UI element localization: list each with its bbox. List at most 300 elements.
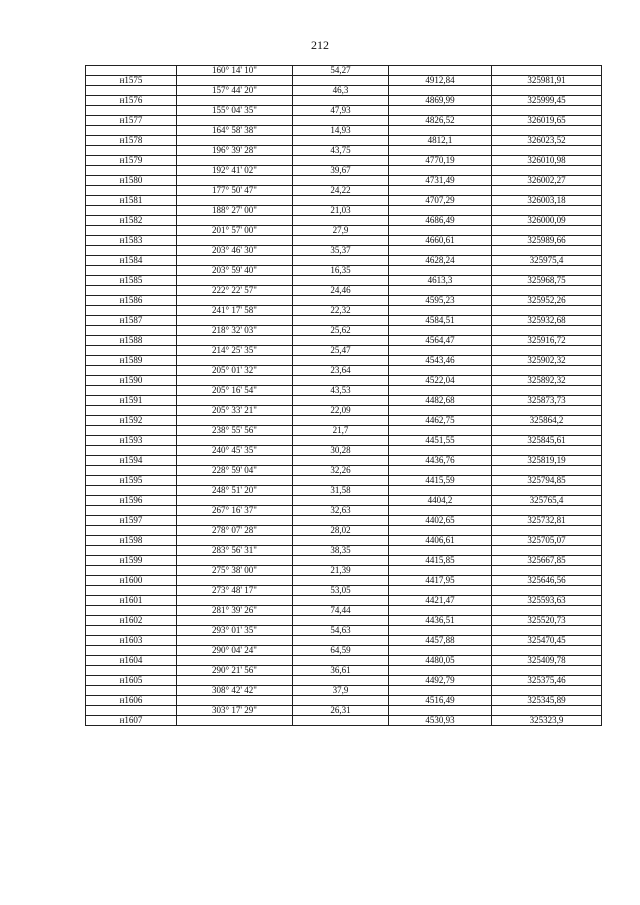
segment-row: [86, 126, 602, 136]
x-coordinate-cell: 4530,93: [389, 716, 492, 726]
y-coordinate-cell: 325902,32: [492, 356, 602, 366]
point-row: [86, 76, 602, 86]
point-row: [86, 296, 602, 306]
x-coordinate-cell: 4480,05: [389, 656, 492, 666]
point-cell-empty: [86, 66, 177, 76]
distance-cell-empty: [293, 376, 389, 386]
distance-cell: 21,39: [293, 566, 389, 576]
x-coordinate-cell: 4451,55: [389, 436, 492, 446]
x-coordinate-cell: 4522,04: [389, 376, 492, 386]
x-cell-empty: [389, 446, 492, 456]
y-cell-empty: [492, 326, 602, 336]
table-body: [86, 66, 602, 726]
y-coordinate-cell: 325345,89: [492, 696, 602, 706]
x-cell-empty: [389, 606, 492, 616]
distance-cell-empty: [293, 716, 389, 726]
y-coordinate-cell: 325916,72: [492, 336, 602, 346]
point-row: [86, 476, 602, 486]
point-cell-empty: [86, 386, 177, 396]
x-cell-empty: [389, 646, 492, 656]
point-cell-empty: [86, 266, 177, 276]
segment-row: [86, 386, 602, 396]
point-cell-empty: [86, 666, 177, 676]
y-coordinate-cell: 325952,26: [492, 296, 602, 306]
point-name-cell: н1597: [86, 516, 177, 526]
angle-cell-empty: [177, 76, 293, 86]
point-row: [86, 156, 602, 166]
x-cell-empty: [389, 246, 492, 256]
distance-cell: 27,9: [293, 226, 389, 236]
direction-angle-cell: 203° 59' 40": [177, 266, 293, 276]
direction-angle-cell: 303° 17' 29": [177, 706, 293, 716]
distance-cell-empty: [293, 536, 389, 546]
point-name-cell: н1600: [86, 576, 177, 586]
distance-cell: 23,64: [293, 366, 389, 376]
x-coordinate-cell: 4584,51: [389, 316, 492, 326]
x-cell-empty: [389, 226, 492, 236]
point-cell-empty: [86, 146, 177, 156]
y-coordinate-cell: 325646,56: [492, 576, 602, 586]
distance-cell: 43,75: [293, 146, 389, 156]
point-cell-empty: [86, 546, 177, 556]
angle-cell-empty: [177, 516, 293, 526]
y-cell-empty: [492, 646, 602, 656]
distance-cell-empty: [293, 256, 389, 266]
distance-cell: 25,62: [293, 326, 389, 336]
point-name-cell: н1606: [86, 696, 177, 706]
point-name-cell: н1601: [86, 596, 177, 606]
y-cell-empty: [492, 526, 602, 536]
y-cell-empty: [492, 386, 602, 396]
y-cell-empty: [492, 286, 602, 296]
distance-cell-empty: [293, 576, 389, 586]
point-name-cell: н1602: [86, 616, 177, 626]
x-cell-empty: [389, 86, 492, 96]
y-cell-empty: [492, 106, 602, 116]
segment-row: [86, 486, 602, 496]
distance-cell-empty: [293, 676, 389, 686]
y-cell-empty: [492, 226, 602, 236]
y-coordinate-cell: 326003,18: [492, 196, 602, 206]
distance-cell: 24,46: [293, 286, 389, 296]
y-coordinate-cell: 326000,09: [492, 216, 602, 226]
y-cell-empty: [492, 186, 602, 196]
y-cell-empty: [492, 306, 602, 316]
direction-angle-cell: 240° 45' 35": [177, 446, 293, 456]
x-cell-empty: [389, 346, 492, 356]
segment-row: [86, 246, 602, 256]
x-cell-empty: [389, 406, 492, 416]
x-coordinate-cell: 4462,75: [389, 416, 492, 426]
point-row: [86, 216, 602, 226]
direction-angle-cell: 192° 41' 02": [177, 166, 293, 176]
y-coordinate-cell: 325845,61: [492, 436, 602, 446]
point-name-cell: н1607: [86, 716, 177, 726]
segment-row: [86, 286, 602, 296]
x-cell-empty: [389, 566, 492, 576]
point-cell-empty: [86, 486, 177, 496]
distance-cell-empty: [293, 596, 389, 606]
point-row: [86, 536, 602, 546]
distance-cell-empty: [293, 696, 389, 706]
point-row: [86, 136, 602, 146]
x-coordinate-cell: 4564,47: [389, 336, 492, 346]
y-cell-empty: [492, 546, 602, 556]
distance-cell-empty: [293, 356, 389, 366]
direction-angle-cell: 283° 56' 31": [177, 546, 293, 556]
y-coordinate-cell: 325323,9: [492, 716, 602, 726]
y-coordinate-cell: 325819,19: [492, 456, 602, 466]
y-cell-empty: [492, 426, 602, 436]
point-cell-empty: [86, 246, 177, 256]
point-cell-empty: [86, 106, 177, 116]
point-cell-empty: [86, 586, 177, 596]
x-coordinate-cell: 4415,85: [389, 556, 492, 566]
distance-cell-empty: [293, 276, 389, 286]
angle-cell-empty: [177, 576, 293, 586]
angle-cell-empty: [177, 556, 293, 566]
direction-angle-cell: 273° 48' 17": [177, 586, 293, 596]
y-cell-empty: [492, 666, 602, 676]
angle-cell-empty: [177, 476, 293, 486]
direction-angle-cell: 238° 55' 56": [177, 426, 293, 436]
point-name-cell: н1603: [86, 636, 177, 646]
y-cell-empty: [492, 586, 602, 596]
distance-cell: 38,35: [293, 546, 389, 556]
angle-cell-empty: [177, 216, 293, 226]
direction-angle-cell: 290° 21' 56": [177, 666, 293, 676]
distance-cell-empty: [293, 316, 389, 326]
x-cell-empty: [389, 666, 492, 676]
x-coordinate-cell: 4826,52: [389, 116, 492, 126]
point-name-cell: н1605: [86, 676, 177, 686]
y-coordinate-cell: 326019,65: [492, 116, 602, 126]
page-number: 212: [311, 38, 329, 52]
x-cell-empty: [389, 146, 492, 156]
point-cell-empty: [86, 566, 177, 576]
point-row: [86, 376, 602, 386]
point-name-cell: н1584: [86, 256, 177, 266]
point-row: [86, 256, 602, 266]
x-coordinate-cell: 4628,24: [389, 256, 492, 266]
point-row: [86, 276, 602, 286]
point-cell-empty: [86, 306, 177, 316]
y-coordinate-cell: 325375,46: [492, 676, 602, 686]
distance-cell-empty: [293, 496, 389, 506]
angle-cell-empty: [177, 236, 293, 246]
x-cell-empty: [389, 506, 492, 516]
x-coordinate-cell: 4595,23: [389, 296, 492, 306]
distance-cell: 22,32: [293, 306, 389, 316]
point-name-cell: н1586: [86, 296, 177, 306]
y-cell-empty: [492, 206, 602, 216]
point-cell-empty: [86, 506, 177, 516]
segment-row: [86, 366, 602, 376]
x-coordinate-cell: 4731,49: [389, 176, 492, 186]
x-coordinate-cell: 4613,3: [389, 276, 492, 286]
x-coordinate-cell: 4415,59: [389, 476, 492, 486]
distance-cell: 28,02: [293, 526, 389, 536]
point-name-cell: н1591: [86, 396, 177, 406]
direction-angle-cell: 293° 01' 35": [177, 626, 293, 636]
x-cell-empty: [389, 106, 492, 116]
distance-cell-empty: [293, 136, 389, 146]
segment-row: [86, 606, 602, 616]
distance-cell: 54,27: [293, 66, 389, 76]
distance-cell: 35,37: [293, 246, 389, 256]
distance-cell-empty: [293, 96, 389, 106]
segment-row: [86, 446, 602, 456]
segment-row: [86, 86, 602, 96]
distance-cell-empty: [293, 556, 389, 566]
direction-angle-cell: 164° 58' 38": [177, 126, 293, 136]
y-coordinate-cell: 325765,4: [492, 496, 602, 506]
point-row: [86, 576, 602, 586]
direction-angle-cell: 201° 57' 00": [177, 226, 293, 236]
point-name-cell: н1576: [86, 96, 177, 106]
segment-row: [86, 306, 602, 316]
x-coordinate-cell: 4660,61: [389, 236, 492, 246]
angle-cell-empty: [177, 336, 293, 346]
distance-cell-empty: [293, 616, 389, 626]
direction-angle-cell: 278° 07' 28": [177, 526, 293, 536]
segment-row: [86, 546, 602, 556]
y-cell-empty: [492, 606, 602, 616]
distance-cell: 21,7: [293, 426, 389, 436]
direction-angle-cell: 203° 46' 30": [177, 246, 293, 256]
point-name-cell: н1593: [86, 436, 177, 446]
x-cell-empty: [389, 306, 492, 316]
direction-angle-cell: 177° 50' 47": [177, 186, 293, 196]
distance-cell-empty: [293, 336, 389, 346]
y-cell-empty: [492, 566, 602, 576]
point-name-cell: н1583: [86, 236, 177, 246]
distance-cell-empty: [293, 216, 389, 226]
angle-cell-empty: [177, 696, 293, 706]
angle-cell-empty: [177, 436, 293, 446]
point-name-cell: н1594: [86, 456, 177, 466]
y-coordinate-cell: 325873,73: [492, 396, 602, 406]
x-coordinate-cell: 4770,19: [389, 156, 492, 166]
direction-angle-cell: 267° 16' 37": [177, 506, 293, 516]
x-cell-empty: [389, 286, 492, 296]
point-cell-empty: [86, 626, 177, 636]
angle-cell-empty: [177, 596, 293, 606]
angle-cell-empty: [177, 276, 293, 286]
segment-row: [86, 346, 602, 356]
point-name-cell: н1595: [86, 476, 177, 486]
direction-angle-cell: 248° 51' 20": [177, 486, 293, 496]
x-coordinate-cell: 4707,29: [389, 196, 492, 206]
y-cell-empty: [492, 626, 602, 636]
direction-angle-cell: 157° 44' 20": [177, 86, 293, 96]
direction-angle-cell: 188° 27' 00": [177, 206, 293, 216]
point-row: [86, 636, 602, 646]
x-coordinate-cell: 4869,99: [389, 96, 492, 106]
segment-row: [86, 206, 602, 216]
point-cell-empty: [86, 286, 177, 296]
segment-row: [86, 186, 602, 196]
point-name-cell: н1590: [86, 376, 177, 386]
segment-row: [86, 566, 602, 576]
point-cell-empty: [86, 406, 177, 416]
point-cell-empty: [86, 326, 177, 336]
x-cell-empty: [389, 386, 492, 396]
point-row: [86, 556, 602, 566]
distance-cell-empty: [293, 416, 389, 426]
direction-angle-cell: 196° 39' 28": [177, 146, 293, 156]
x-coordinate-cell: 4404,2: [389, 496, 492, 506]
segment-row: [86, 106, 602, 116]
y-cell-empty: [492, 686, 602, 696]
y-coordinate-cell: 325989,66: [492, 236, 602, 246]
y-cell-empty: [492, 366, 602, 376]
x-coordinate-cell: 4421,47: [389, 596, 492, 606]
distance-cell: 39,67: [293, 166, 389, 176]
segment-row: [86, 406, 602, 416]
angle-cell-empty: [177, 296, 293, 306]
x-cell-empty: [389, 626, 492, 636]
point-row: [86, 196, 602, 206]
point-row: [86, 96, 602, 106]
angle-cell-empty: [177, 416, 293, 426]
x-cell-empty: [389, 266, 492, 276]
distance-cell: 47,93: [293, 106, 389, 116]
point-row: [86, 416, 602, 426]
segment-row: [86, 166, 602, 176]
point-row: [86, 396, 602, 406]
direction-angle-cell: 205° 01' 32": [177, 366, 293, 376]
angle-cell-empty: [177, 636, 293, 646]
angle-cell-empty: [177, 256, 293, 266]
x-cell-empty: [389, 426, 492, 436]
y-cell-empty: [492, 126, 602, 136]
segment-row: [86, 326, 602, 336]
y-cell-empty: [492, 266, 602, 276]
angle-cell-empty: [177, 676, 293, 686]
angle-cell-empty: [177, 356, 293, 366]
segment-row: [86, 626, 602, 636]
distance-cell: 74,44: [293, 606, 389, 616]
x-coordinate-cell: 4436,76: [389, 456, 492, 466]
direction-angle-cell: 290° 04' 24": [177, 646, 293, 656]
direction-angle-cell: 281° 39' 26": [177, 606, 293, 616]
segment-row: [86, 466, 602, 476]
distance-cell: 32,63: [293, 506, 389, 516]
y-cell-empty: [492, 86, 602, 96]
y-cell-empty: [492, 466, 602, 476]
direction-angle-cell: 205° 33' 21": [177, 406, 293, 416]
x-cell-empty: [389, 466, 492, 476]
x-coordinate-cell: 4912,84: [389, 76, 492, 86]
direction-angle-cell: 275° 38' 00": [177, 566, 293, 576]
distance-cell: 21,03: [293, 206, 389, 216]
point-row: [86, 496, 602, 506]
y-coordinate-cell: 325705,07: [492, 536, 602, 546]
point-cell-empty: [86, 466, 177, 476]
distance-cell: 54,63: [293, 626, 389, 636]
point-cell-empty: [86, 426, 177, 436]
segment-row: [86, 706, 602, 716]
y-cell-empty: [492, 246, 602, 256]
angle-cell-empty: [177, 536, 293, 546]
point-cell-empty: [86, 166, 177, 176]
y-coordinate-cell: 325409,78: [492, 656, 602, 666]
point-cell-empty: [86, 186, 177, 196]
distance-cell: 43,53: [293, 386, 389, 396]
point-row: [86, 356, 602, 366]
point-cell-empty: [86, 446, 177, 456]
point-name-cell: н1588: [86, 336, 177, 346]
angle-cell-empty: [177, 116, 293, 126]
y-cell-empty: [492, 446, 602, 456]
point-name-cell: н1575: [86, 76, 177, 86]
y-coordinate-cell: 325981,91: [492, 76, 602, 86]
x-cell-empty: [389, 326, 492, 336]
coordinates-table: [85, 65, 602, 726]
angle-cell-empty: [177, 396, 293, 406]
x-cell-empty: [389, 186, 492, 196]
direction-angle-cell: 241° 17' 58": [177, 306, 293, 316]
distance-cell-empty: [293, 396, 389, 406]
distance-cell-empty: [293, 636, 389, 646]
angle-cell-empty: [177, 616, 293, 626]
segment-row: [86, 426, 602, 436]
angle-cell-empty: [177, 716, 293, 726]
direction-angle-cell: 205° 16' 54": [177, 386, 293, 396]
y-cell-empty: [492, 486, 602, 496]
point-row: [86, 696, 602, 706]
x-cell-empty: [389, 546, 492, 556]
x-coordinate-cell: 4457,88: [389, 636, 492, 646]
x-cell-empty: [389, 686, 492, 696]
point-row: [86, 676, 602, 686]
x-cell-empty: [389, 486, 492, 496]
angle-cell-empty: [177, 156, 293, 166]
point-row: [86, 116, 602, 126]
point-name-cell: н1578: [86, 136, 177, 146]
angle-cell-empty: [177, 136, 293, 146]
distance-cell-empty: [293, 176, 389, 186]
distance-cell-empty: [293, 296, 389, 306]
point-cell-empty: [86, 686, 177, 696]
y-coordinate-cell: 325470,45: [492, 636, 602, 646]
direction-angle-cell: 222° 22' 57": [177, 286, 293, 296]
distance-cell-empty: [293, 656, 389, 666]
distance-cell: 24,22: [293, 186, 389, 196]
point-row: [86, 336, 602, 346]
x-coordinate-cell: 4543,46: [389, 356, 492, 366]
angle-cell-empty: [177, 176, 293, 186]
y-coordinate-cell: 325864,2: [492, 416, 602, 426]
point-row: [86, 656, 602, 666]
distance-cell: 37,9: [293, 686, 389, 696]
distance-cell: 32,26: [293, 466, 389, 476]
point-row: [86, 436, 602, 446]
point-row: [86, 236, 602, 246]
direction-angle-cell: 228° 59' 04": [177, 466, 293, 476]
angle-cell-empty: [177, 196, 293, 206]
angle-cell-empty: [177, 376, 293, 386]
point-cell-empty: [86, 526, 177, 536]
y-coordinate-cell: 325999,45: [492, 96, 602, 106]
point-name-cell: н1604: [86, 656, 177, 666]
point-cell-empty: [86, 366, 177, 376]
distance-cell-empty: [293, 196, 389, 206]
distance-cell-empty: [293, 236, 389, 246]
point-name-cell: н1579: [86, 156, 177, 166]
x-cell-empty: [389, 586, 492, 596]
